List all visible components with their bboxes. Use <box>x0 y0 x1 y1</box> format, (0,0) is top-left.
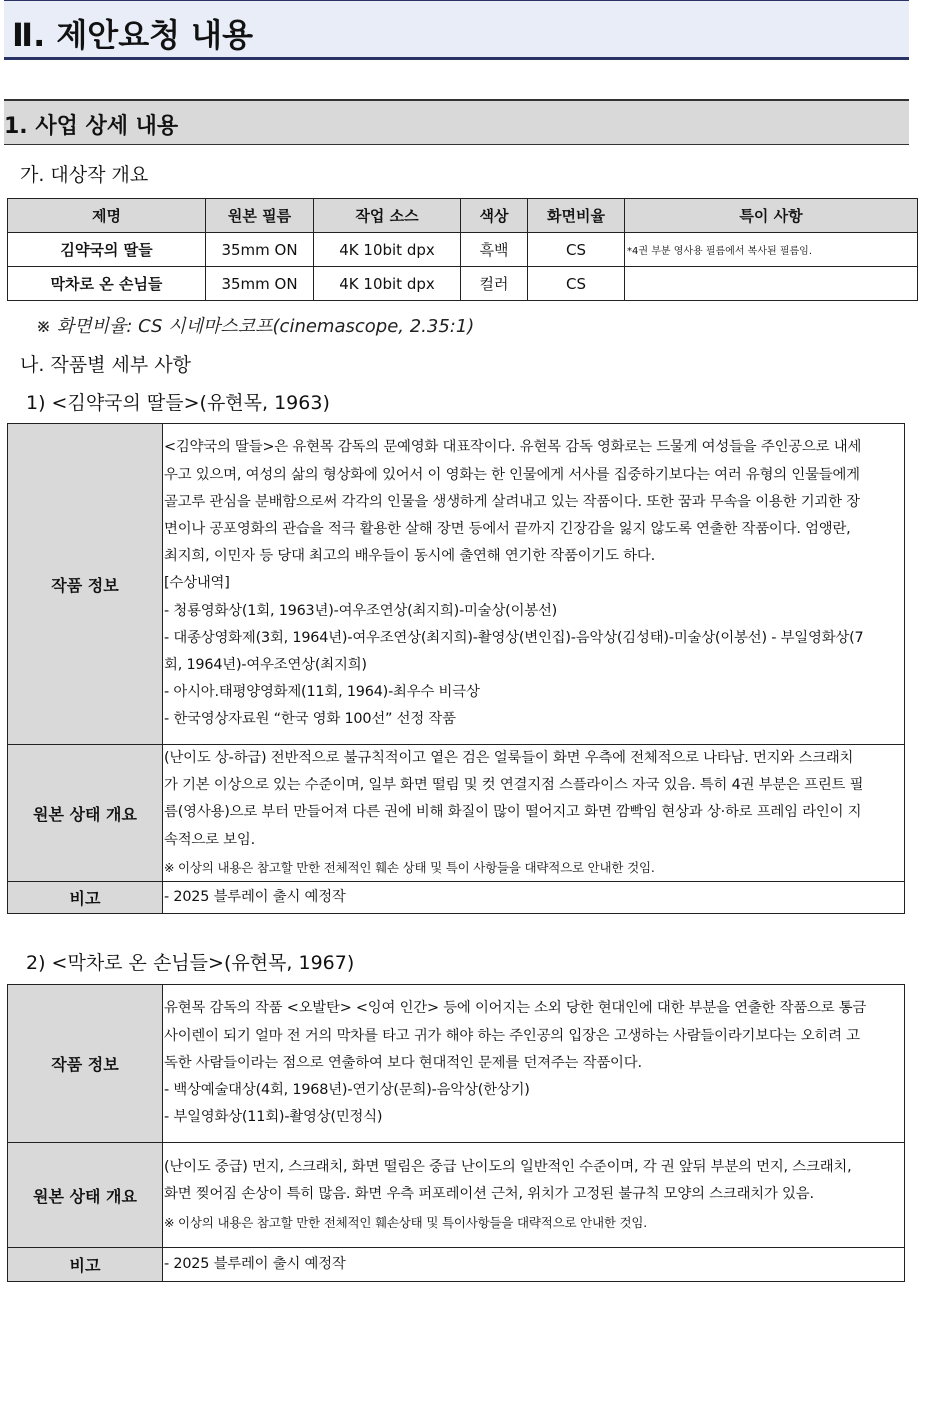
chapter-title: Ⅱ. 제안요청 내용 <box>12 16 253 54</box>
film2-remark-label: 비고 <box>8 1248 163 1282</box>
section-title: 1. 사업 상세 내용 <box>4 114 179 139</box>
film1-condition-label: 원본 상태 개요 <box>8 745 163 882</box>
film2-info-label: 작품 정보 <box>8 985 163 1143</box>
film1-detail-table <box>7 423 905 914</box>
film2-info-line: 사이렌이 되기 얼마 전 거의 막차를 타고 귀가 해야 하는 주인공의 입장은 고생하는 사람들이라기보다는 오히려 고 <box>164 1027 860 1044</box>
film2-remark: - 2025 블루레이 출시 예정작 <box>163 1248 905 1282</box>
film1-condition-note: ※ 이상의 내용은 참고할 만한 전체적인 훼손 상태 및 특이 사항들을 대략적으로 안내한 것임. <box>164 859 655 875</box>
film1-info-line: 골고루 관심을 분배함으로써 각각의 인물을 생생하게 살려내고 있는 작품이다. 또한 꿈과 무속을 이용한 기괴한 장 <box>164 493 860 510</box>
overview-table <box>7 198 918 301</box>
film2-detail-table <box>7 984 905 1282</box>
film2-info-line: 독한 사람들이라는 점으로 연출하여 보다 현대적인 문제를 던져주는 작품이다. <box>164 1054 642 1071</box>
cell-notes <box>625 267 918 301</box>
header-title: 제명 <box>8 199 206 233</box>
chapter-header <box>4 0 909 60</box>
subsection-a-title: 가. 대상작 개요 <box>20 164 149 186</box>
subsection-b-title: 나. 작품별 세부 사항 <box>20 354 191 376</box>
cell-source: 4K 10bit dpx <box>314 233 461 267</box>
cell-ratio: CS <box>528 233 625 267</box>
film2-info-line: 유현목 감독의 작품 <오발탄> <잉여 인간> 등에 이어지는 소외 당한 현대인에 대한 부분을 연출한 작품으로 통금 <box>164 1000 867 1017</box>
header-notes: 특이 사항 <box>625 199 918 233</box>
film1-condition-cell <box>163 745 905 882</box>
film2-info-cell <box>163 985 905 1143</box>
film1-condition-line: (난이도 상-하급) 전반적으로 불규칙적이고 옅은 검은 얼룩들이 화면 우측에 전체적으로 나타남. 먼지와 스크래치 <box>164 750 854 766</box>
film1-info-line: 회, 1964년)-여우조연상(최지희) <box>164 657 367 673</box>
film2-condition-cell <box>163 1143 905 1248</box>
film2-condition-line: 화면 찢어짐 손상이 특히 많음. 화면 우측 퍼포레이션 근처, 위치가 고정된 불규칙 모양의 스크래치가 있음. <box>164 1186 814 1203</box>
film1-info-cell <box>163 424 905 745</box>
film1-condition-line: 름(영사용)으로 부터 만들어져 다른 권에 비해 화질이 많이 떨어지고 화면 깜빡임 현상과 상·하로 프레임 라인이 지 <box>164 804 862 821</box>
ratio-note: ※ 화면비율: CS 시네마스코프(cinemascope, 2.35:1) <box>36 316 475 337</box>
cell-source: 4K 10bit dpx <box>314 267 461 301</box>
film2-condition-row <box>8 1143 905 1248</box>
film2-condition-line: (난이도 중급) 먼지, 스크래치, 화면 떨림은 중급 난이도의 일반적인 수준이며, 각 권 앞뒤 부분의 먼지, 스크래치, <box>164 1159 852 1176</box>
film2-info-line: - 백상예술대상(4회, 1968년)-연기상(문희)-음악상(한상기) <box>164 1082 530 1099</box>
film1-info-line: - 한국영상자료원 “한국 영화 100선” 선정 작품 <box>164 711 456 728</box>
film1-info-line: - 대종상영화제(3회, 1964년)-여우조연상(최지희)-촬영상(변인집)-음악상(김성태)-미술상(이봉선) - 부일영화상(7 <box>164 629 864 646</box>
film1-info-line: 우고 있으며, 여성의 삶의 형상화에 있어서 이 영화는 한 인물에게 서사를 집중하기보다는 여러 유형의 인물들에게 <box>164 466 860 483</box>
cell-film: 35mm ON <box>206 267 314 301</box>
cell-notes: *4권 부분 영사용 필름에서 복사된 필름임. <box>625 233 918 267</box>
section-header <box>4 99 909 145</box>
film2-remark-row <box>8 1248 905 1282</box>
header-film: 원본 필름 <box>206 199 314 233</box>
film1-remark-label: 비고 <box>8 882 163 914</box>
film1-info-line: 면이나 공포영화의 관습을 적극 활용한 살해 장면 등에서 끝까지 긴장감을 잃지 않도록 연출한 작품이다. 엄앵란, <box>164 520 851 537</box>
film1-condition-line: 속적으로 보임. <box>164 831 255 848</box>
film1-info-line: - 청룡영화상(1회, 1963년)-여우조연상(최지희)-미술상(이봉선) <box>164 602 558 619</box>
header-ratio: 화면비율 <box>528 199 625 233</box>
film2-condition-label: 원본 상태 개요 <box>8 1143 163 1248</box>
film1-condition-row <box>8 745 905 882</box>
cell-color: 컬러 <box>461 267 528 301</box>
table-row <box>8 233 918 267</box>
header-color: 색상 <box>461 199 528 233</box>
cell-color: 흑백 <box>461 233 528 267</box>
overview-header-row <box>8 199 918 233</box>
film1-info-label: 작품 정보 <box>8 424 163 745</box>
film1-info-line: [수상내역] <box>164 575 230 592</box>
table-row <box>8 267 918 301</box>
film1-info-row <box>8 424 905 745</box>
cell-title: 김약국의 딸들 <box>8 233 206 267</box>
film1-info-line: <김약국의 딸들>은 유현목 감독의 문예영화 대표작이다. 유현목 감독 영화로는 드물게 여성들을 주인공으로 내세 <box>164 439 862 456</box>
film1-condition-line: 가 기본 이상으로 있는 수준이며, 일부 화면 떨림 및 컷 연결지점 스플라이스 자국 있음. 특히 4권 부분은 프린트 필 <box>164 777 864 794</box>
film1-info-line: - 아시아.태평양영화제(11회, 1964)-최우수 비극상 <box>164 684 480 701</box>
film2-heading: 2) <막차로 온 손님들>(유현목, 1967) <box>26 952 355 974</box>
film2-info-row <box>8 985 905 1143</box>
film1-remark: - 2025 블루레이 출시 예정작 <box>163 882 905 914</box>
header-source: 작업 소스 <box>314 199 461 233</box>
film2-condition-note: ※ 이상의 내용은 참고할 만한 전체적인 훼손상태 및 특이사항들을 대략적으로 안내한 것임. <box>164 1214 648 1230</box>
film1-remark-row <box>8 882 905 914</box>
cell-film: 35mm ON <box>206 233 314 267</box>
film1-heading: 1) <김약국의 딸들>(유현목, 1963) <box>26 392 330 414</box>
film2-info-line: - 부일영화상(11회)-촬영상(민정식) <box>164 1109 383 1126</box>
cell-ratio: CS <box>528 267 625 301</box>
film1-info-line: 최지희, 이민자 등 당대 최고의 배우들이 동시에 출연해 연기한 작품이기도 하다. <box>164 548 655 565</box>
cell-title: 막차로 온 손님들 <box>8 267 206 301</box>
